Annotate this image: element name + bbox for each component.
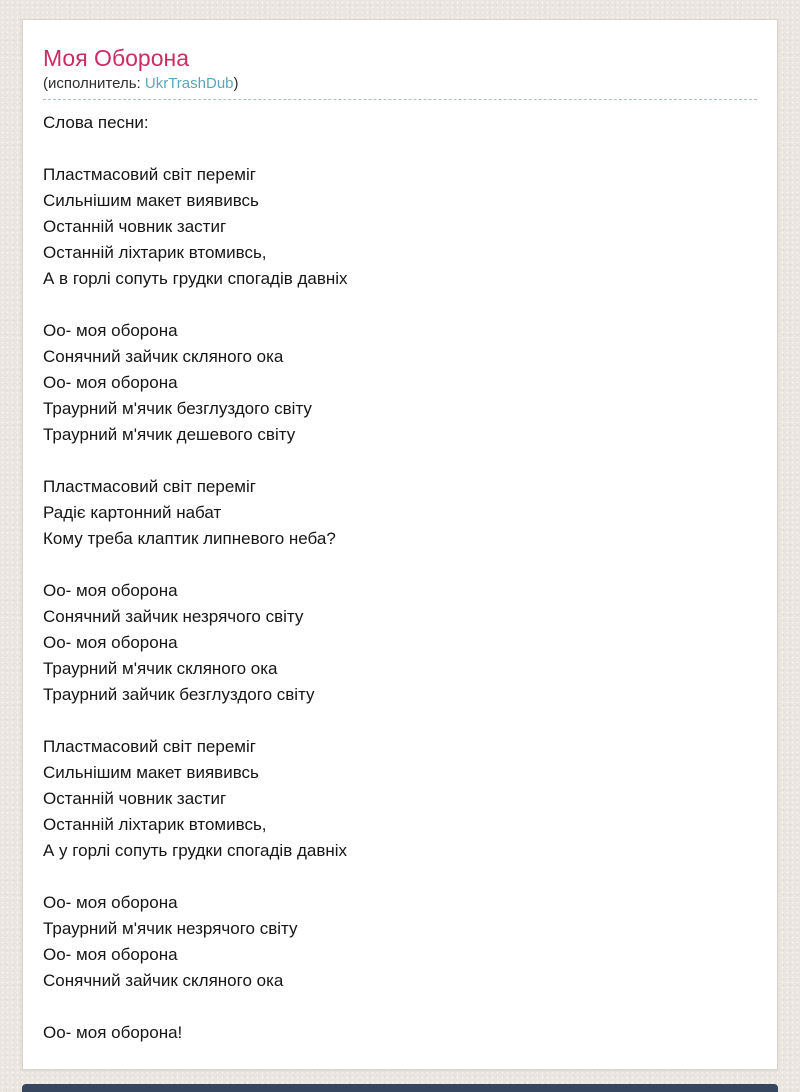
lyrics-stanza <box>43 318 757 448</box>
footer-bar <box>22 1084 778 1092</box>
artist-label-suffix: ) <box>233 75 239 92</box>
lyric-line: Траурний м'ячик дешевого світу <box>43 425 296 444</box>
lyric-line: Оо- моя оборона <box>43 321 178 340</box>
lyrics-stanza <box>43 734 757 864</box>
artist-link[interactable]: UkrTrashDub <box>144 75 234 92</box>
lyric-line: Пластмасовий світ переміг <box>43 477 256 496</box>
lyric-line: Останній човник застиг <box>43 217 227 236</box>
lyric-line: Сонячний зайчик скляного ока <box>43 347 284 366</box>
lyric-line: Траурний м'ячик безглуздого світу <box>43 399 312 418</box>
lyric-line: Сильнішим макет виявивсь <box>43 763 259 782</box>
artist-line <box>43 74 757 100</box>
lyric-line: Сильнішим макет виявивсь <box>43 191 259 210</box>
lyrics-text <box>43 162 757 1046</box>
lyric-line: Пластмасовий світ переміг <box>43 165 256 184</box>
lyric-line: А у горлі сопуть грудки спогадів давніх <box>43 841 348 860</box>
lyric-line: Оо- моя оборона <box>43 373 178 392</box>
lyric-line: Оо- моя оборона <box>43 581 178 600</box>
lyric-line: Оо- моя оборона <box>43 945 178 964</box>
lyric-line: Траурний зайчик безглуздого світу <box>43 685 315 704</box>
lyrics-label: Слова песни: <box>43 113 149 132</box>
lyrics-stanza <box>43 578 757 708</box>
lyric-line: Пластмасовий світ переміг <box>43 737 256 756</box>
lyric-line: Оо- моя оборона <box>43 633 178 652</box>
lyric-line: Оо- моя оборона <box>43 893 178 912</box>
lyric-line: Оо- моя оборона! <box>43 1023 183 1042</box>
lyric-line: Останній ліхтарик втомивсь, <box>43 243 267 262</box>
lyric-line: Кому треба клаптик липневого неба? <box>43 529 336 548</box>
page-title: Моя Оборона <box>43 45 189 71</box>
lyrics-stanza <box>43 162 757 292</box>
lyric-line: Траурний м'ячик скляного ока <box>43 659 278 678</box>
lyric-line: Останній ліхтарик втомивсь, <box>43 815 267 834</box>
lyrics-stanza <box>43 890 757 994</box>
lyric-line: Радіє картонний набат <box>43 503 222 522</box>
lyric-line: Сонячний зайчик незрячого світу <box>43 607 304 626</box>
lyric-line: Останній човник застиг <box>43 789 227 808</box>
lyrics-block <box>43 110 757 1046</box>
artist-label-prefix: (исполнитель: <box>43 75 145 92</box>
lyrics-card <box>22 19 778 1070</box>
lyrics-stanza <box>43 474 757 552</box>
lyric-line: Траурний м'ячик незрячого світу <box>43 919 298 938</box>
lyric-line: Сонячний зайчик скляного ока <box>43 971 284 990</box>
lyrics-stanza <box>43 1020 757 1046</box>
lyric-line: А в горлі сопуть грудки спогадів давніх <box>43 269 348 288</box>
